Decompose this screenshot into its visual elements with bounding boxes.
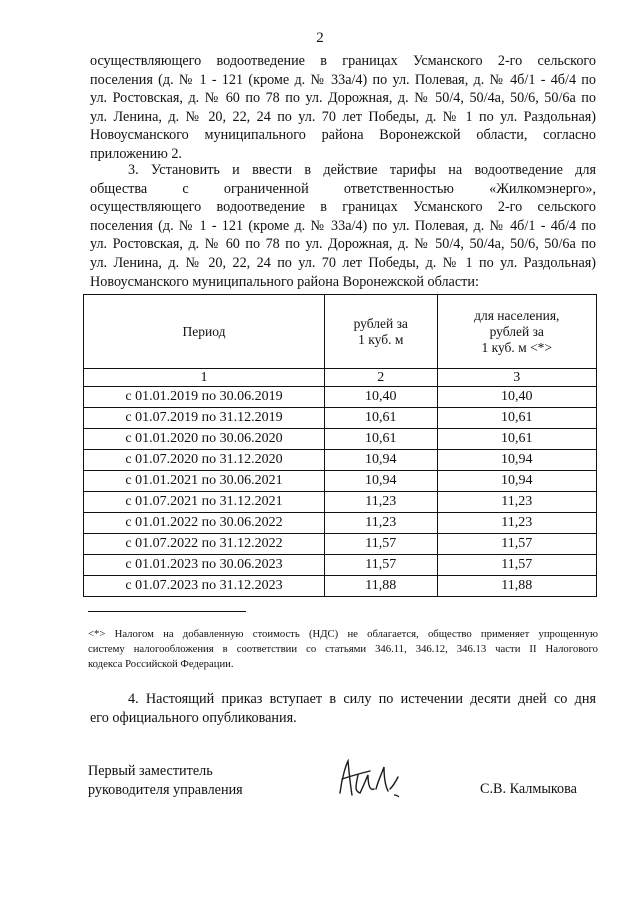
signatory-position [88, 762, 243, 800]
table-row [84, 408, 597, 429]
cell-rate: 11,57 [324, 555, 437, 576]
footnote [88, 627, 598, 672]
cell-period: с 01.01.2023 по 30.06.2023 [84, 555, 325, 576]
cell-rate: 11,57 [324, 534, 437, 555]
text-line: 4. Настоящий приказ вступает в силу по истечении десяти дней со дня [128, 691, 596, 707]
cell-population-rate: 10,61 [437, 408, 596, 429]
page-number: 2 [316, 30, 324, 46]
text-line: приложению 2. [90, 145, 182, 162]
table-row [84, 555, 597, 576]
signatory-name: С.В. Калмыкова [480, 781, 577, 797]
text-line: ул. Ростовская, д. № 60 по 78 по ул. Дорожная, д. № 50/4, 50/4а, 50/6, 50/6а по [90, 236, 596, 253]
text-line: <*> Налогом на добавленную стоимость (НДС) не облагается, общество применяет упрощенную [88, 628, 598, 640]
table-row [84, 492, 597, 513]
cell-population-rate: 10,61 [437, 429, 596, 450]
text-line: 3. Установить и ввести в действие тарифы на водоотведение для [128, 162, 596, 178]
cell-rate: 10,61 [324, 408, 437, 429]
cell-period: с 01.07.2022 по 31.12.2022 [84, 534, 325, 555]
footnote-separator [88, 611, 246, 612]
cell-period: с 01.07.2020 по 31.12.2020 [84, 450, 325, 471]
text-line: Новоусманского муниципального района Воронежской области, согласно [90, 127, 596, 144]
cell-population-rate: 11,88 [437, 576, 596, 597]
cell-rate: 11,23 [324, 513, 437, 534]
header-period: Период [84, 295, 325, 369]
text-line: ул. Ростовская, д. № 60 по 78 по ул. Дорожная, д. № 50/4, 50/4а, 50/6, 50/6а по [90, 90, 596, 107]
table-column-numbers-row [84, 369, 597, 387]
cell-period: с 01.01.2021 по 30.06.2021 [84, 471, 325, 492]
table-row [84, 513, 597, 534]
paragraph-4 [90, 690, 596, 727]
cell-period: с 01.01.2022 по 30.06.2022 [84, 513, 325, 534]
text-line: поселения (д. № 1 - 121 (кроме д. № 33а/4) по ул. Полевая, д. № 4б/1 - 4б/4 по [90, 71, 596, 88]
column-number: 3 [437, 369, 596, 387]
handwritten-signature [332, 755, 412, 805]
cell-population-rate: 11,23 [437, 492, 596, 513]
column-number: 1 [84, 369, 325, 387]
text-line: его официального опубликования. [90, 709, 297, 726]
table-row [84, 387, 597, 408]
cell-population-rate: 10,94 [437, 471, 596, 492]
text-line: общества с ограниченной ответственностью «Жилкомэнерго», [90, 180, 596, 197]
header-population-rate: для населения, рублей за 1 куб. м <*> [437, 295, 596, 369]
cell-period: с 01.07.2019 по 31.12.2019 [84, 408, 325, 429]
text-line: осуществляющего водоотведение в границах Усманского 2-го сельского [90, 199, 596, 216]
cell-population-rate: 10,40 [437, 387, 596, 408]
cell-rate: 10,94 [324, 471, 437, 492]
text-line: поселения (д. № 1 - 121 (кроме д. № 33а/4) по ул. Полевая, д. № 4б/1 - 4б/4 по [90, 217, 596, 234]
cell-population-rate: 11,57 [437, 555, 596, 576]
signatory-position-line: руководителя управления [88, 782, 243, 798]
table-row [84, 429, 597, 450]
cell-period: с 01.01.2019 по 30.06.2019 [84, 387, 325, 408]
cell-population-rate: 11,57 [437, 534, 596, 555]
column-number: 2 [324, 369, 437, 387]
cell-rate: 10,61 [324, 429, 437, 450]
text-line: кодекса Российской Федерации. [88, 658, 234, 670]
text-line: ул. Ленина, д. № 20, 22, 24 по ул. 70 лет Победы, д. № 1 по ул. Раздольная) [90, 254, 596, 271]
table-row [84, 471, 597, 492]
cell-period: с 01.07.2021 по 31.12.2021 [84, 492, 325, 513]
cell-rate: 10,94 [324, 450, 437, 471]
table-header-row [84, 295, 597, 369]
cell-rate: 11,23 [324, 492, 437, 513]
tariff-table [83, 294, 597, 597]
cell-population-rate: 11,23 [437, 513, 596, 534]
signatory-position-line: Первый заместитель [88, 763, 213, 779]
paragraph-continued [90, 52, 596, 164]
text-line: Новоусманского муниципального района Воронежской области: [90, 273, 479, 290]
cell-rate: 11,88 [324, 576, 437, 597]
cell-period: с 01.01.2020 по 30.06.2020 [84, 429, 325, 450]
text-line: систему налогообложения в соответствии со статьями 346.11, 346.12, 346.13 части II Налогового [88, 643, 598, 655]
table-row [84, 534, 597, 555]
text-line: осуществляющего водоотведение в границах Усманского 2-го сельского [90, 53, 596, 69]
cell-rate: 10,40 [324, 387, 437, 408]
table-row [84, 576, 597, 597]
header-rate: рублей за 1 куб. м [324, 295, 437, 369]
cell-period: с 01.07.2023 по 31.12.2023 [84, 576, 325, 597]
table-row [84, 450, 597, 471]
text-line: ул. Ленина, д. № 20, 22, 24 по ул. 70 лет Победы, д. № 1 по ул. Раздольная) [90, 108, 596, 125]
cell-population-rate: 10,94 [437, 450, 596, 471]
paragraph-3 [90, 161, 596, 291]
